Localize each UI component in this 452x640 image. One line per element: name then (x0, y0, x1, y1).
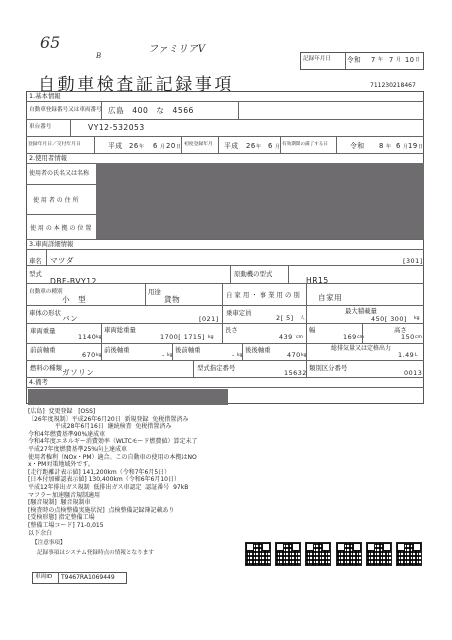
model-value: DBF-BVY12 (50, 277, 97, 286)
remark-line: 令和4年燃費基準90%達成車 (28, 430, 106, 438)
kind-label: 自動車の種別 (29, 289, 63, 295)
expiry-year: 8 (379, 142, 384, 150)
rear-rear-axle-label: 後後軸重 (245, 346, 271, 354)
first-reg-year-unit: 年 (256, 144, 262, 150)
qr-code-icon (366, 542, 392, 566)
front-front-axle-value: 670 (82, 351, 96, 359)
plate-value: 広島 400 な 4566 (108, 106, 194, 115)
qr-code-icon (396, 542, 422, 566)
qr-code-icon (305, 542, 331, 566)
expiry-year-unit: 年 (386, 144, 392, 150)
remark-line: 令和4年度エネルギー消費効率（WLTCモード燃費値）算定未了 (28, 438, 198, 446)
expiry-month: 6 (396, 142, 401, 150)
private-business-value: 自家用 (318, 293, 343, 302)
expiry-label: 有効期間の満了する日 (282, 142, 328, 147)
remark-line: x・PM対策地域外です。 (28, 461, 94, 469)
remark-line: マフラー加速騒音規制適用 (28, 491, 101, 499)
expiry-day: 19 (408, 142, 418, 150)
height-value: 150 (401, 333, 415, 341)
max-load-label: 最大積載量 (345, 307, 377, 315)
redacted-user-info (96, 163, 424, 239)
record-date-label: 記録年月日 (303, 56, 331, 62)
user-name-label: 使用者の氏名又は名称 (29, 170, 90, 177)
rear-rear-axle-unit: kg (301, 353, 307, 358)
capacity-unit: 人 (300, 316, 305, 321)
width-label: 幅 (309, 326, 316, 334)
length-label: 長さ (225, 326, 238, 334)
rear-front-axle-value: - (232, 351, 235, 359)
private-business-label: 自 家 用 ・ 事 業 用 の 別 (226, 291, 300, 299)
section-2-title: 2.使用者情報 (29, 154, 68, 162)
section-3-title: 3.車両詳細情報 (29, 240, 74, 248)
front-rear-axle-label: 前後軸重 (104, 346, 130, 354)
record-date-day: 10 (405, 56, 415, 64)
record-date-day-unit: 日 (415, 57, 421, 63)
document-title: 自動車検査証記録事項 (38, 75, 234, 95)
engine-value: HR15 (306, 276, 329, 285)
record-date-year-unit: 年 (378, 57, 384, 63)
remark-line: [走行距離計表示値] 141,200km（令和7年6月5日） (28, 468, 171, 476)
reg-date-day: 20 (166, 142, 176, 150)
expiry-day-unit: 日 (418, 144, 424, 150)
max-load-value: 450[ 300] (371, 315, 407, 323)
remark-line: [広島] 変更登録 [OSS] (28, 408, 96, 415)
height-unit: cm (415, 335, 423, 340)
remark-line: [騒音規制] 騒音規制車 (28, 499, 91, 507)
kind-value: 小 型 (62, 295, 87, 304)
length-value: 439 (279, 333, 293, 341)
record-date-year: 7 (371, 56, 376, 64)
type-cert-label: 型式指定番号 (197, 364, 236, 372)
section-4-title: 4.備考 (29, 378, 48, 386)
first-reg-month: 6 (268, 142, 273, 150)
vehicle-weight-label: 車両重量 (30, 327, 56, 335)
qr-code-icon (336, 542, 362, 566)
front-front-axle-unit: kg (96, 353, 102, 358)
user-address-label: 使 用 者 の 住 所 (33, 197, 79, 204)
car-id-value: T9467RA1069449 (61, 574, 115, 581)
base-location-label: 使 用 の 本 拠 の 位 置 (30, 225, 92, 232)
rear-front-axle-unit: kg (237, 353, 243, 358)
rear-front-axle-label: 後前軸重 (175, 346, 201, 354)
front-front-axle-label: 前前軸重 (30, 346, 56, 354)
use-value: 貨物 (164, 295, 181, 304)
body-shape-value: バン (62, 314, 79, 323)
displacement-value: 1.49 (398, 351, 415, 359)
expiry-month-unit: 月 (403, 144, 409, 150)
reg-date-label: 登録年月日／交付年月日 (28, 142, 81, 147)
rear-rear-axle-value: 470 (287, 351, 301, 359)
reg-date-era: 平成 (108, 142, 123, 150)
model-label: 型式 (29, 270, 42, 278)
record-date-month: 7 (389, 56, 394, 64)
length-unit: cm (296, 335, 304, 340)
first-reg-month-unit: 月 (275, 144, 281, 150)
first-reg-label: 初度登録年月 (184, 142, 213, 147)
letter-b: B (96, 52, 102, 60)
record-date-era: 令和 (347, 56, 362, 64)
fuel-type-value: ガソリン (62, 368, 95, 377)
reg-date-day-unit: 日 (176, 144, 182, 150)
document-number: 711230218467 (370, 82, 416, 89)
height-label: 高さ (394, 326, 407, 334)
front-rear-axle-value: - (162, 351, 165, 359)
type-cert-value: 15632 (284, 369, 307, 377)
record-date-month-unit: 月 (396, 57, 402, 63)
remark-line: [整備工場コード] 71-0,015 (28, 521, 104, 529)
remark-line: 使用者権利（NOx・PM）適合。この自動車の使用の本拠はNO (28, 453, 197, 461)
handwritten-vehicle-name: ファミリアV (148, 44, 206, 55)
use-label: 用途 (148, 288, 161, 296)
reg-date-month-unit: 月 (160, 144, 166, 150)
remark-line: 平成27年度燃費基準25%向上達成車 (28, 445, 127, 453)
notes-title: 【注意事項】 (32, 540, 66, 546)
remark-line: [日本付加確認表示値] 130,400km（令和6年6月10日） (28, 476, 180, 484)
car-id-label: 車両ID (35, 574, 53, 580)
maker-code: [301] (403, 257, 423, 265)
fuel-type-label: 燃料の種類 (30, 364, 62, 372)
displacement-unit: L (415, 353, 418, 358)
body-shape-code: [021] (199, 315, 219, 323)
maker-label: 車名 (29, 257, 42, 265)
remarks-list (28, 408, 368, 543)
vehicle-weight-value: 1140 (78, 333, 97, 341)
remark-line: 以下余白 (28, 529, 53, 537)
width-value: 169 (343, 333, 357, 341)
plate-label: 自動車登録番号又は車両番号 (29, 107, 102, 113)
gross-weight-unit: kg (208, 335, 214, 340)
first-reg-era: 平成 (224, 142, 239, 150)
front-rear-axle-unit: kg (167, 353, 173, 358)
remark-line: 〔26年度規制〕平成26年6月20日 新規登録 免税措置済み (28, 415, 189, 423)
capacity-label: 乗車定員 (226, 309, 252, 317)
capacity-value: 2[ 5] (276, 314, 294, 322)
redacted-remarks-header (28, 389, 228, 405)
remark-line: 平成12年排出ガス規制 低排出ガス車認定 認証番号 97kB (28, 483, 189, 491)
width-unit: cm (357, 335, 365, 340)
reg-date-year: 26 (129, 142, 139, 150)
qr-code-icon (245, 542, 271, 566)
maker-value: マツダ (50, 256, 74, 265)
reg-date-month: 6 (153, 142, 158, 150)
gross-weight-label: 車両総重量 (104, 326, 136, 334)
section-1-title: 1.基本情報 (29, 92, 61, 100)
vehicle-weight-unit: kg (96, 335, 102, 340)
remark-line: [受検形態] 指定整備工場 (28, 514, 95, 522)
chassis-value: VY12-532053 (88, 123, 145, 132)
chassis-label: 車台番号 (29, 124, 52, 130)
remark-line: [検査時の点検整備実施状況] 点検整備記録簿記載あり (28, 506, 175, 514)
reg-date-year-unit: 年 (139, 144, 145, 150)
handwritten-number: 65 (40, 33, 61, 52)
displacement-label: 総排気量又は定格出力 (331, 345, 392, 352)
notes-text: 記録事項はシステム登録時点の情報となります (37, 550, 154, 556)
remark-line: 平成28年6月16日 継続検査 免税措置済み (28, 423, 172, 431)
class-number-value: 0013 (404, 369, 423, 377)
first-reg-year: 26 (246, 142, 256, 150)
class-number-label: 類別区分番号 (309, 364, 348, 372)
engine-label: 原動機の型式 (234, 270, 273, 278)
qr-code-icon (275, 542, 301, 566)
max-load-unit: kg (414, 316, 420, 321)
gross-weight-value: 1700[ 1715] (160, 333, 206, 341)
expiry-era: 令和 (350, 142, 365, 150)
body-shape-label: 車体の形状 (29, 309, 61, 317)
